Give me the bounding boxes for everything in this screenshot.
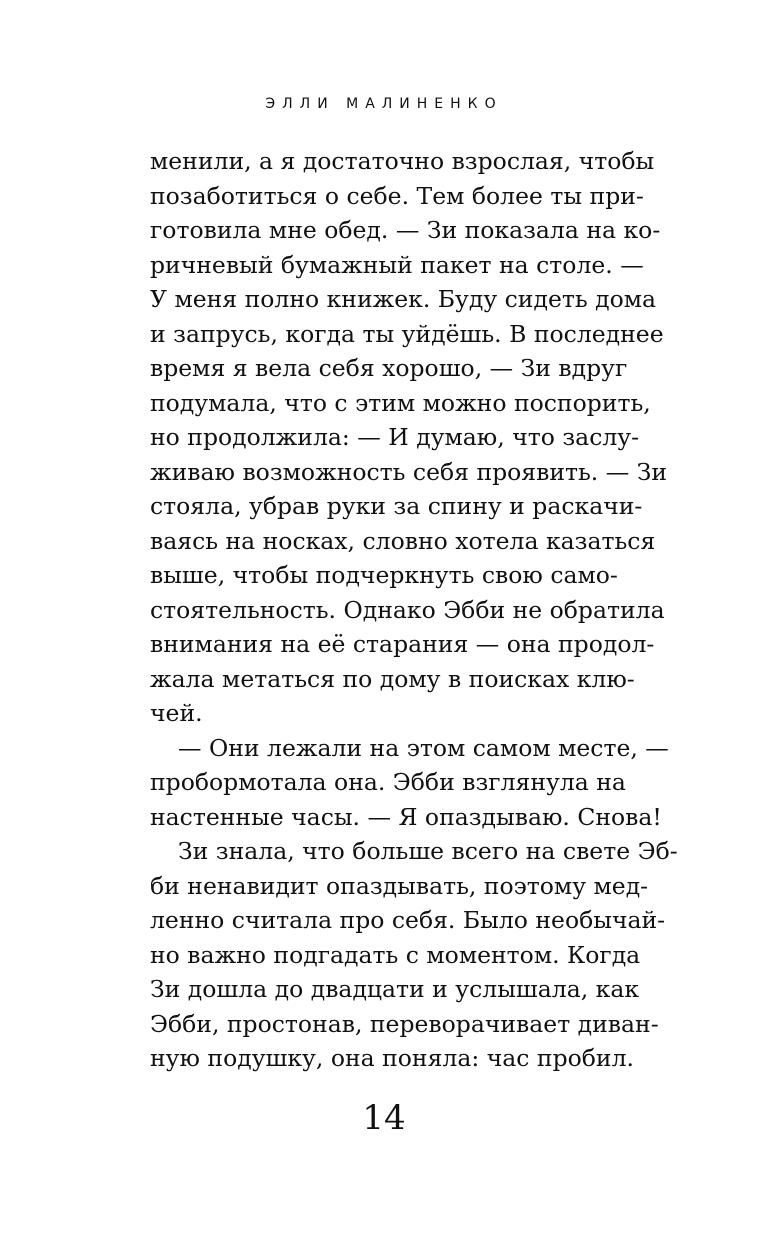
text-line: живаю возможность себя проявить. — Зи bbox=[150, 457, 668, 486]
text-line: би ненавидит опаздывать, поэтому мед- bbox=[150, 871, 649, 900]
text-line: но важно подгадать с моментом. Когда bbox=[150, 940, 641, 969]
text-line: Эбби, простонав, переворачивает диван- bbox=[150, 1009, 659, 1038]
text-line: — Они лежали на этом самом месте, — bbox=[178, 733, 669, 762]
paragraph bbox=[150, 731, 669, 835]
text-line: Зи знала, что больше всего на свете Эб- bbox=[178, 837, 678, 865]
body-text bbox=[150, 144, 678, 1076]
text-line: Зи дошла до двадцати и услышала, как bbox=[150, 975, 640, 1003]
text-line: пробормотала она. Эбби взглянула на bbox=[150, 768, 626, 796]
text-line: ленно считала про себя. Было необычай- bbox=[150, 906, 666, 934]
text-line: но продолжила: — И думаю, что заслу- bbox=[150, 423, 640, 451]
running-head: ЭЛЛИ МАЛИНЕНКО bbox=[265, 96, 503, 112]
text-line: позаботиться о себе. Тем более ты при- bbox=[150, 181, 644, 210]
text-line: внимания на её старания — она продол- bbox=[150, 630, 655, 658]
text-line: У меня полно книжек. Буду сидеть дома bbox=[150, 285, 657, 313]
text-line: ваясь на носках, словно хотела казаться bbox=[150, 526, 656, 555]
text-line: стоятельность. Однако Эбби не обратила bbox=[150, 595, 665, 624]
text-line: ричневый бумажный пакет на столе. — bbox=[150, 250, 644, 279]
text-line: время я вела себя хорошо, — Зи вдруг bbox=[150, 354, 628, 382]
text-line: настенные часы. — Я опаздываю. Снова! bbox=[150, 802, 662, 831]
paragraph bbox=[150, 144, 668, 731]
text-line: выше, чтобы подчеркнуть свою само- bbox=[150, 561, 618, 589]
text-line: ную подушку, она поняла: час пробил. bbox=[150, 1044, 634, 1072]
text-line: жала метаться по дому в поисках клю- bbox=[150, 664, 635, 693]
text-line: стояла, убрав руки за спину и раскачи- bbox=[150, 492, 643, 520]
text-line: подумала, что с этим можно поспорить, bbox=[150, 388, 651, 417]
paragraph bbox=[150, 834, 678, 1076]
page-number: 14 bbox=[362, 1098, 406, 1138]
text-line: готовила мне обед. — Зи показала на ко- bbox=[150, 216, 661, 244]
text-line: и запрусь, когда ты уйдёшь. В последнее bbox=[150, 319, 664, 348]
text-line: чей. bbox=[150, 699, 203, 727]
text-line: менили, а я достаточно взрослая, чтобы bbox=[150, 147, 655, 175]
